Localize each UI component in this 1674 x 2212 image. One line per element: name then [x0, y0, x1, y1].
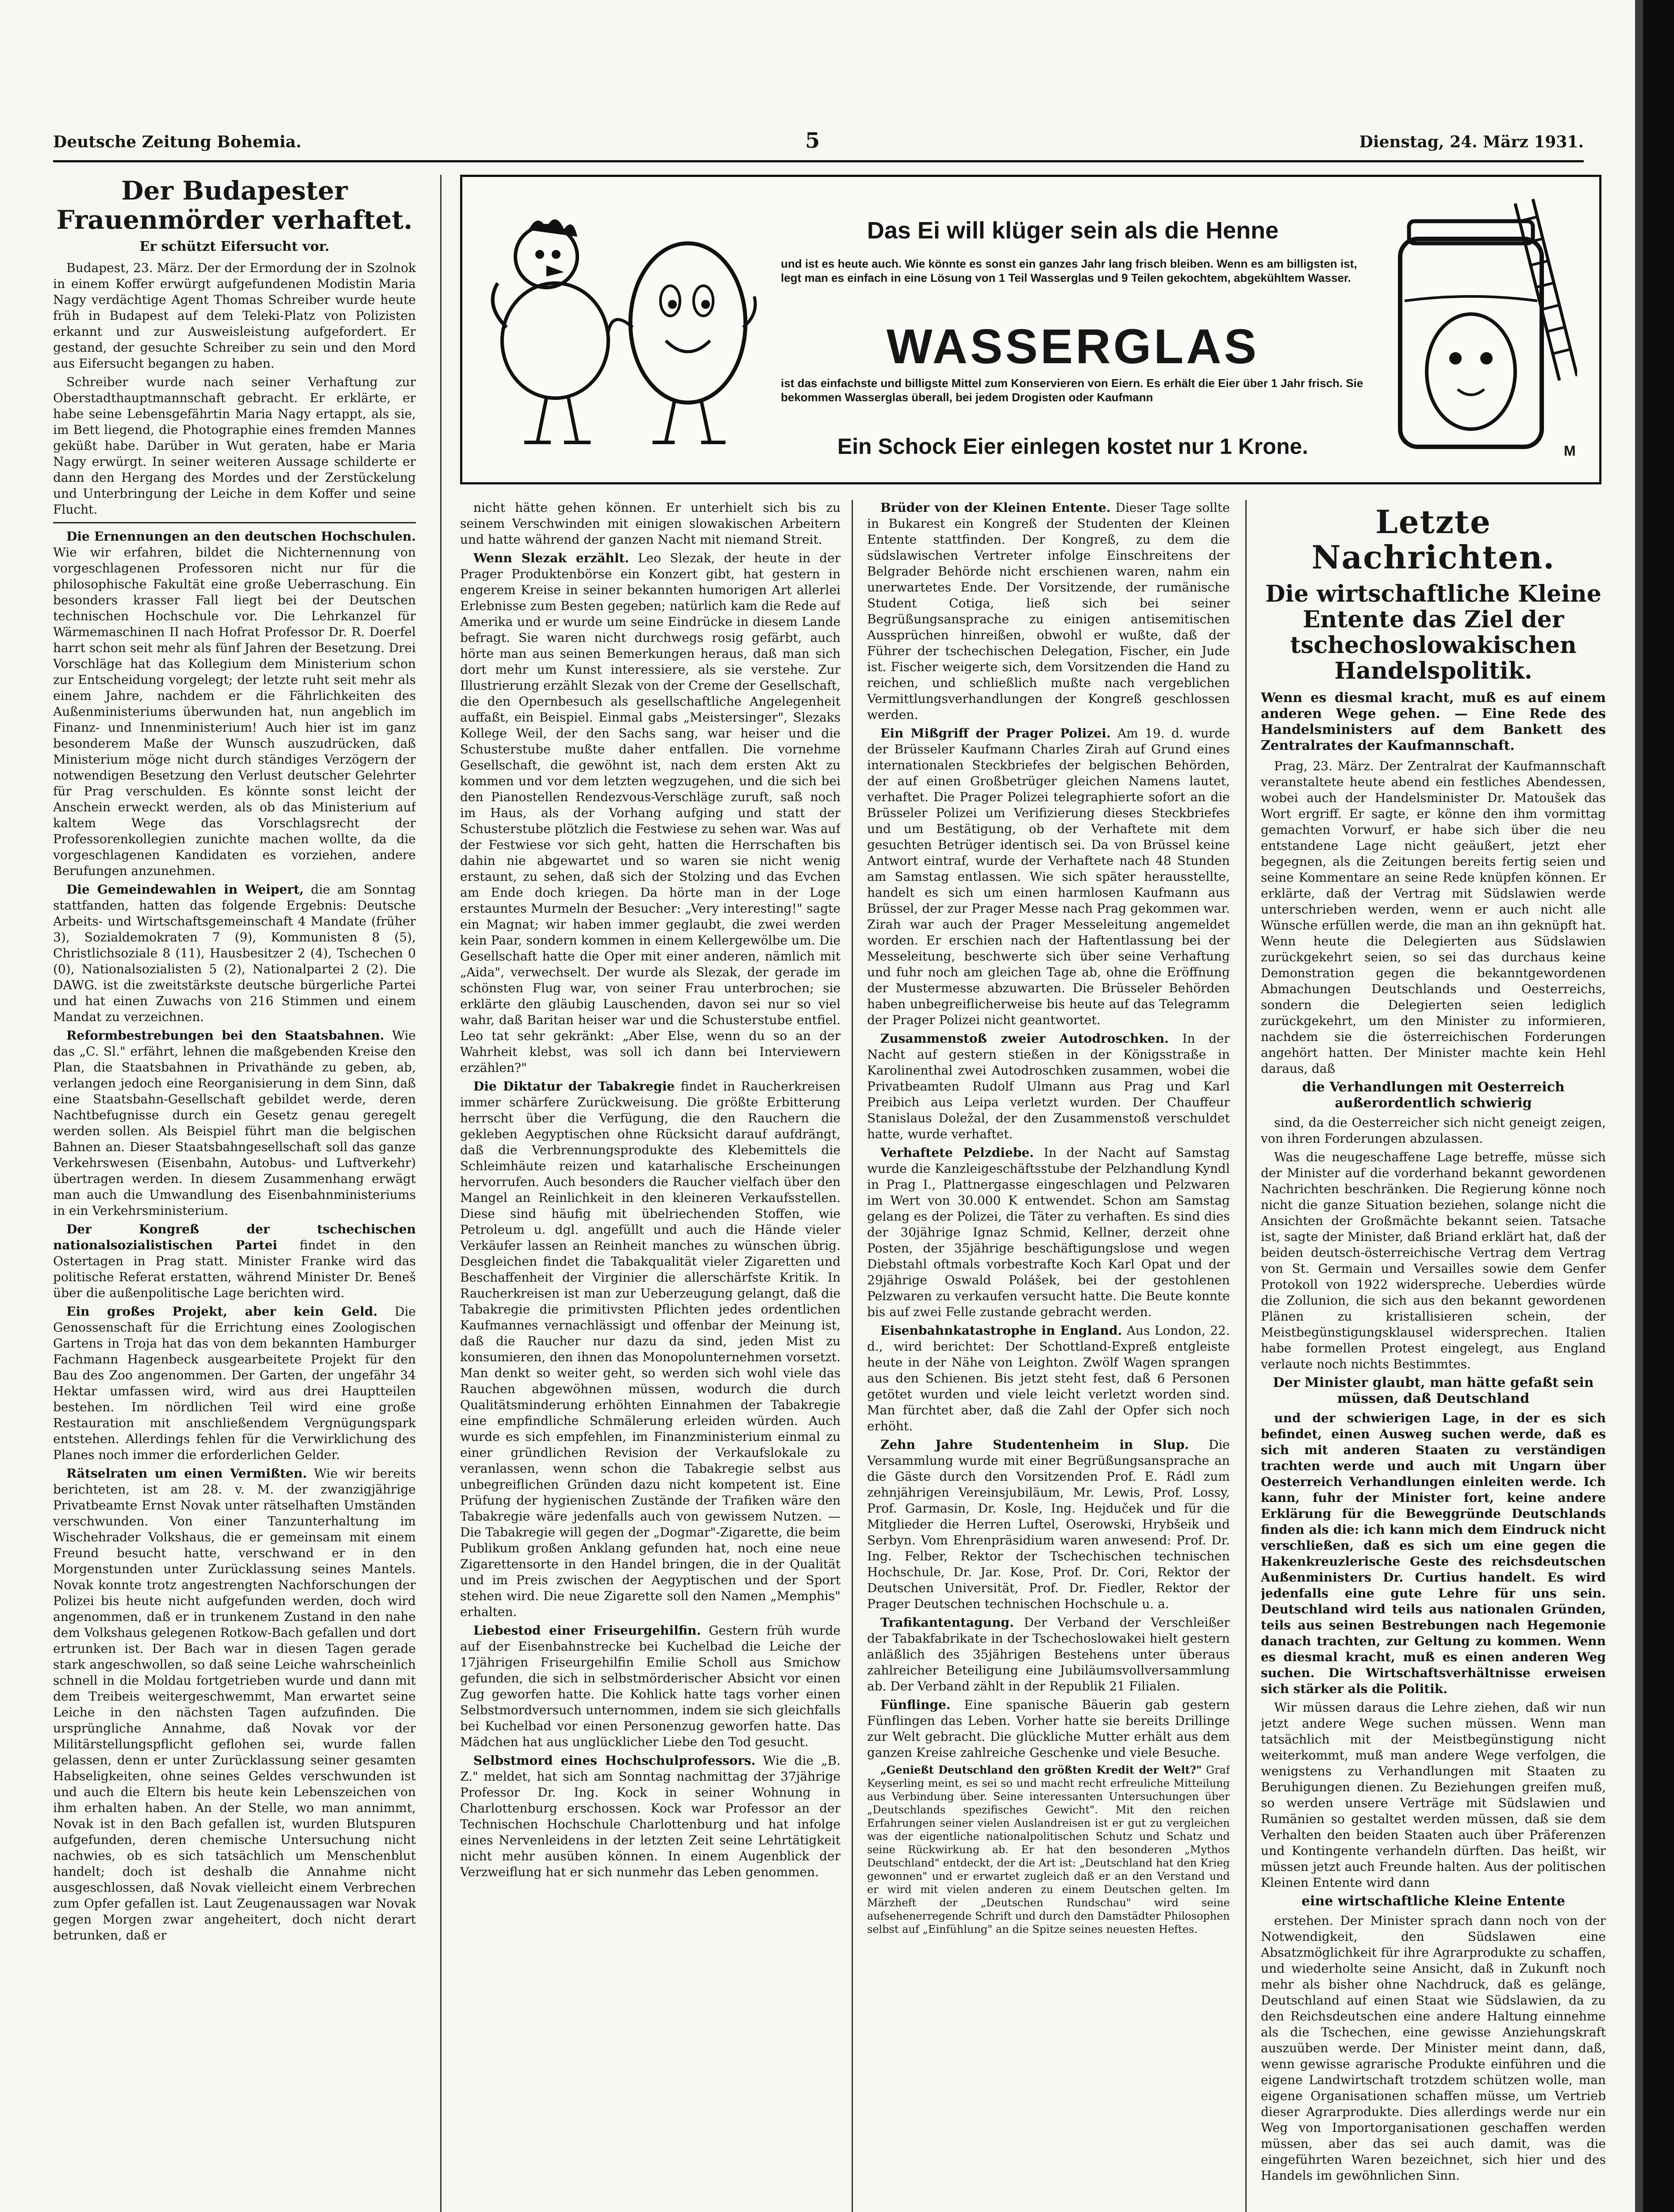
news-item [867, 1763, 1230, 1936]
news-item [460, 550, 841, 1076]
news-item [53, 1221, 416, 1301]
article-paragraph: nicht hätte gehen können. Er unterhielt sich bis zu seinem Verschwinden mit einigen slowakischen Arbeitern und hatte während der ganzen Nacht mit niemand Streit. [460, 500, 841, 547]
article-paragraph: Budapest, 23. März. Der der Ermordung der in Szolnok in einem Koffer erwürgt aufgefundenen Modistin Maria Nagy verdächtige Agent Thomas Schreiber wurde heute früh in Budapest auf dem Teleki-Platz von Polizisten erkannt und zur Ausweisleistung aufgefordert. Er gestand, der gesuchte Schreiber zu sein und den Mord aus Eifersucht begangen zu haben. [53, 261, 416, 371]
ad-mark: M [1564, 443, 1576, 459]
column-4 [1261, 500, 1606, 2212]
news-item [867, 1145, 1230, 1320]
news-item-text: Wie die „B. Z." meldet, hat sich am Sonntag nachmittag der 37jährige Professor Dr. Ing. Kock in seiner Wohnung in Charlottenburg erschossen. Kock war Professor an der Technischen Hochschule Charlottenburg und hat infolge eines Nervenleidens in der letzten Zeit seine Lehrtätigkeit nicht mehr ausüben können. In einem Augenblick der Verzweiflung hat er sich nunmehr das Leben genommen. [460, 1753, 841, 1879]
header-rule [53, 160, 1584, 162]
article-paragraph: Wir müssen daraus die Lehre ziehen, daß wir nun jetzt andere Wege suchen müssen. Wenn man tatsächlich mit der Meistbegünstigung nicht weiterkommt, muß man andere Wege verfolgen, die wenigstens zu Verhandlungen mit Staaten zu Beruhigungen dienen. Zu Beziehungen greifen muß, so werden unsere Verträge mit Südslawien und Rumänien so gestaltet werden müssen, daß sie dem Verhalten den beiden Staaten auch über Präferenzen und Kontingente verhandeln dürften. Das heißt, wir müssen jetzt auch Freunde halten. Aus der politischen Kleinen Entente wird dann [1261, 1700, 1606, 1890]
article-headline-budapest: Der Budapester Frauenmörder verhaftet. [56, 176, 413, 235]
news-item-text: Gestern früh wurde auf der Eisenbahnstrecke bei Kuchelbad die Leiche der 17jährigen Friseurgehilfin Emilie Scholl aus Smichow gefunden, die sich in selbstmörderischer Absicht vor einen Zug geworfen hatte. Die Kohlick hatte tags vorher einen Selbstmordversuch unternommen, indem sie sich gleichfalls bei Kuchelbad vor einen Personenzug geworfen hatte. Das Mädchen hat aus unglücklicher Liebe den Tod gesucht. [460, 1623, 841, 1749]
news-item-text: Dieser Tage sollte in Bukarest ein Kongreß der Studenten der Kleinen Entente stattfinden. Der Kongreß, zu dem die südslawischen Vertreter infolge Einschreitens der Belgrader Behörde nicht erschienen waren, nahm ein unerwartetes Ende. Der Vorsitzende, der rumänische Student Cotiga, ließ sich bei seiner Begrüßungsansprache zu einigen antisemitischen Aussprüchen hinreißen, obwohl er wußte, daß der Führer der tschechischen Delegation, Fischer, ein Jude ist. Fischer weigerte sich, dem Vorsitzenden die Hand zu reichen, und schließlich mußte nach vergeblichen Vermittlungsverhandlungen der Kongreß geschlossen werden. [867, 500, 1230, 722]
page-number: 5 [805, 128, 820, 153]
news-item-text: Leo Slezak, der heute in der Prager Produktenbörse ein Konzert gibt, hat gestern in engerem Kreise in seiner bekannten humorigen Art allerlei Erlebnisse zum Besten gegeben; natürlich kam die Rede auf Amerika und er wurde um seine Eindrücke in diesem Lande befragt. Sie waren nicht durchwegs rosig gefärbt, auch hörte man aus seinen Bemerkungen heraus, daß man sich dort mehr um Kunst interessiere, als sie verstehe. Zur Illustrierung erzählt Slezak von der Creme der Gesellschaft, die den Opernbesuch als gesellschaftliche Angelegenheit auffaßt, ein Beispiel. Einmal gabs „Meistersinger", Slezaks Kollege Weil, der den Sachs sang, war heiser und die Schusterstube mußte daher entfallen. Die vornehme Gesellschaft, die gewöhnt ist, nach dem ersten Akt zu kommen und vor dem letzten wegzugehen, und die sich bei den Pianostellen Rendezvous-Verschläge zuruft, saß noch im Haus, als der Vorhang aufging und statt der Schusterstube plötzlich die Festwiese zu sehen war. Was auf der Festwiese vor sich geht, hatten die Herrschaften bis dahin nie abgewartet und so waren sie nicht wenig erstaunt, zu sehen, daß sich der Stolzing und das Evchen am Ende doch kriegen. Da hörte man in der Loge erstauntes Murmeln der Besucher: „Very interesting!" sagte ein Magnat; wir haben immer geglaubt, die zwei werden kein Paar, sondern kommen in einem Kellergewölbe um. Die Gesellschaft hatte die Oper mit einer anderen, nämlich mit „Aida", verwechselt. Der wurde als Slezak, der gerade im schönsten Flug war, von seiner Frau unterbrochen; sie erklärte den gläubig Lauschenden, davon sei nur so viel wahr, daß Baritan heiser war und die Schusterstube entfiel. Leo tat sehr gekränkt: „Aber Else, wenn du so an der Wahrheit klebst, was soll ich dann bei Interviewern erzählen?" [460, 551, 841, 1075]
column-rule-2 [852, 500, 853, 2212]
ad-headline: Das Ei will klüger sein als die Henne [867, 217, 1279, 244]
page-header [53, 128, 1584, 159]
column-3 [867, 500, 1230, 2212]
article-paragraph: erstehen. Der Minister sprach dann noch von der Notwendigkeit, den Südslawen eine Absatzmöglichkeit für ihre Agrarprodukte zu schaffen, und wiederholte seine Ansicht, daß in Zukunft noch mehr als bisher ohne Nachdruck, daß es gelänge, Deutschland auf einen Staat wie Südslawien, da zu den Reichsdeutschen eine andere Haltung einnehme als die Tschechen, eine gewisse Anziehungskraft auszuüben werde. Der Minister meint dann, daß, wenn gewisse agrarische Produkte einführen und die eigene Landwirtschaft trotzdem schützen wolle, man eigene Organisationen schaffen müsse, um Vertrieb dieser Agrarprodukte. Dies allerdings werde nur ein Weg von Importorganisationen geschaffen werden müssen, aber das sei auch damit, was die eingeführten Waren bezeichnet, sich hier und des Handels im gewöhnlichen Sinn. [1261, 1913, 1606, 2183]
news-item-title: Verhaftete Pelzdiebe. [880, 1145, 1034, 1160]
news-item-title: Brüder von der Kleinen Entente. [880, 500, 1111, 515]
news-item [460, 1079, 841, 1620]
article-paragraph: Prag, 23. März. Der Zentralrat der Kaufmannschaft veranstaltete heute abend ein festliches Abendessen, wobei auch der Handelsminister Dr. Matoušek das Wort ergriff. Er sagte, er könne den ihm vormittag gemachten Vorwurf, er habe sich über die neu entstandene Lage nicht geäußert, jetzt eher begegnen, als die Zeitungen bereits fertig seien und seine Kommentare an seine Rede knüpfen können. Er erklärte, daß der Vertrag mit Südslawien werde unterschrieben werden, wenn er auch nicht alle Wünsche erfüllen werde, die man an ihn geknüpft hat. Wenn heute die Delegierten aus Südslawien zurückgekehrt seien, so sei das durchaus keine Demonstration gegen die bekanntgewordenen Abmachungen Deutschlands und Oesterreichs, sondern die Delegierten seien lediglich zurückgekehrt, um den Minister zu informieren, nachdem sie die österreichischen Forderungen angehört hatten. Der Minister machte kein Hehl daraus, daß [1261, 759, 1606, 1076]
news-item-text: Die Versammlung wurde mit einer Begrüßungsansprache an die Gäste durch den Vorsitzenden Prof. E. Rádl zum zehnjährigen Vereinsjubiläum, Mr. Lewis, Prof. Lossy, Prof. Garmasin, Dr. Kosle, Ing. Hejduček und für die Mitglieder die Herren Luftel, Oserowski, Hrybšeik und Serbyn. Vom Ehrenpräsidium waren anwesend: Prof. Dr. Ing. Felber, Rektor der Tschechischen technischen Hochschule, Dr. Jar. Kose, Prof. Dr. Cori, Rektor der Deutschen Universität, Prof. Dr. Fiedler, Rektor der Prager Deutschen technischen Hochschule u. a. [867, 1437, 1230, 1611]
news-item [867, 1323, 1230, 1434]
news-item-title: Wenn Slezak erzählt. [473, 551, 630, 565]
article-crosshead: Der Minister glaubt, man hätte gefaßt sein müssen, daß Deutschland [1273, 1375, 1594, 1406]
egg-jar-illustration [1382, 190, 1577, 473]
news-item-text: Der Verband der Verschleißer der Tabakfabrikate in der Tschechoslowakei hielt gestern anläßlich des 35jährigen Bestehens unter überaus zahlreicher Beteiligung eine Jubiläumsvollversammlung ab. Der Verband zählt in der Republik 21 Filialen. [867, 1615, 1230, 1694]
column-rule-3 [1245, 500, 1247, 2212]
latest-news-heading: Letzte Nachrichten. [1311, 503, 1555, 576]
news-item [53, 882, 416, 1025]
news-item-title: Eisenbahnkatastrophe in England. [880, 1323, 1122, 1338]
news-item [867, 500, 1230, 723]
news-item [53, 529, 416, 879]
article-paragraph: Was die neugeschaffene Lage betreffe, müsse sich der Minister auf die vorderhand bekannt gewordenen Nachrichten beschränken. Die Regierung könne noch nicht die ganze Situation beziehen, solange nicht die Ansichten der Großmächte bekannt seien. Tatsache ist, sagte der Minister, daß Briand erklärt hat, daß der beiden deutsch-österreichische Vertrag dem Vertrag von St. Germain und Versailles sowie dem Genfer Protokoll von 1922 widerspreche. Ueberdies würde die Zollunion, die sich aus den bekannt gewordenen Plänen zu kristallisieren schein, der Meistbegünstigungsklausel widersprechen. Italien habe formellen Protest eingelegt, aus England verlaute noch nichts Bestimmtes. [1261, 1150, 1606, 1371]
news-item-title: Selbstmord eines Hochschulprofessors. [473, 1753, 756, 1768]
news-item [867, 1615, 1230, 1694]
article-paragraph: sind, da die Oesterreicher sich nicht geneigt zeigen, von ihren Forderungen abzulassen. [1261, 1115, 1606, 1146]
article-headline-entente: Die wirtschaftliche Kleine Entente das Ziel der tschechoslowakischen Handelspolitik. [1265, 580, 1601, 684]
hen-and-egg-illustration [480, 195, 763, 469]
news-item-title: Trafikantentagung. [880, 1615, 1014, 1630]
news-item [867, 1031, 1230, 1142]
news-item-text: Die Genossenschaft für die Errichtung eines Zoologischen Gartens in Troja hat das von dem bekannten Hamburger Fachmann Hagenbeck ausgearbeitete Projekt für den Bau des Zoo angenommen. Der Garten, der ungefähr 34 Hektar umfassen wird, wird aus drei Hauptteilen bestehen. Im nördlichen Teil wird eine große Restauration mit anschließendem Vergnügungspark entstehen. Allerdings fehlen für die Verwirklichung des Planes noch immer die erforderlichen Gelder. [53, 1304, 416, 1462]
column-1 [53, 173, 416, 2212]
news-item-title: Ein großes Projekt, aber kein Geld. [66, 1304, 378, 1319]
news-item-text: In der Nacht auf Samstag wurde die Kanzleigeschäftsstube der Pelzhandlung Kyndl in Prag I., Plattnergasse eingeschlagen und Pelzwaren im Wert von 30.000 K entwendet. Schon am Samstag gelang es der Polizei, die Täter zu verhaften. Es sind dies der 30jährige Ignaz Schmid, Kellner, derzeit ohne Posten, der 35jährige beschäftigungslose und wegen Diebstahl oftmals vorbestrafte Koch Karl Opat und der 29jährige Oswald Polášek, bei der gestohlenen Pelzwaren zu verkaufen versucht hatte. Die Beute konnte bis auf zwei Felle zustande gebracht werden. [867, 1145, 1230, 1319]
news-item-title: Ein Mißgriff der Prager Polizei. [880, 726, 1111, 741]
news-item [867, 1697, 1230, 1761]
news-item [53, 1466, 416, 1943]
news-item [53, 1028, 416, 1219]
news-item-title: Zusammenstoß zweier Autodroschken. [880, 1031, 1169, 1046]
news-item-title: Rätselraten um einen Vermißten. [66, 1466, 307, 1481]
news-item-text: Graf Keyserling meint, es sei so und macht recht erfreuliche Mitteilung aus Verbindung über. Seine interessanten Untersuchungen über „Deutschlands spezifisches Gewicht". Mit den reichen Erfahrungen seiner vielen Auslandreisen ist er gut zu vergleichen was der eigentliche nationalpolitischen Schutz und Schatz und seine Rückwirkung ab. Er hat den besonderen „Mythos Deutschland" entdeckt, der die Art ist: „Deutschland hat den Krieg gewonnen" und er erwartet zugleich daß er an den Verstand und er wird mit vielen anderen zu einem Deutschen gelten. Im Märzheft der „Deutschen Rundschau" wird seine aufsehenerregende Schrift und durch den Damstädter Philosophen selbst auf „Einfühlung" an die Spitze seines neuesten Heftes. [867, 1764, 1230, 1936]
ad-body-text: ist das einfachste und billigste Mittel zum Konservieren von Eiern. Es erhält die Eier über 1 Jahr frisch. Sie bekommen Wasserglas überall, bei jedem Drogisten oder Kaufmann [781, 376, 1363, 404]
article-paragraph: und der schwierigen Lage, in der es sich befindet, einen Ausweg suchen werde, daß es sich mit anderen Staaten zu verständigen trachten werde und auch mit Ungarn über Oesterreich Verhandlungen einleiten werde. Ich kann, fuhr der Minister fort, keine andere Erklärung für die Beweggründe Deutschlands finden als die: ich kann mich dem Eindruck nicht verschließen, daß es sich um eine gegen die Hakenkreuzlerische Geste des reichsdeutschen Außenministers Dr. Curtius handelt. Es wird jedenfalls eine gute Lehre für uns sein. Deutschland wird teils aus nationalen Gründen, teils aus seinen Bestrebungen nach Hegemonie danach trachten, zur Geltung zu kommen. Wenn es diesmal kracht, muß es einen anderen Weg suchen. Die Wirtschaftsverhältnisse erweisen sich stärker als die Politik. [1261, 1411, 1606, 1696]
news-item-text: Wie wir bereits berichteten, ist am 28. v. M. der zwanzigjährige Privatbeamte Ernst Novak unter rätselhaften Umständen verschwunden. Von einer Tanzunterhaltung im Wischehrader Volkshaus, die er gemeinsam mit einem Freund besucht hatte, verschwand er in den Morgenstunden unter Zurücklassung seines Mantels. Novak konnte trotz angestrengten Nachforschungen der Polizei bis heute nicht aufgefunden werden, doch wird angenommen, daß er in trunkenem Zustand in den nahe dem Volkshaus gelegenen Rotkow-Bach gefallen und dort ertrunken ist. Der Bach war in diesen Tagen gerade stark angeschwollen, so daß seine Leiche wahrscheinlich schnell in die Moldau fortgetrieben wurde und dann mit dem Treibeis weitergeschwemmt, Man erwartet seine Leiche in den nächsten Tagen aufzufinden. Die ursprüngliche Annahme, daß Novak vor der Militärstellungspflicht geflohen sei, wurde fallen gelassen, denn er unter Zurücklassung seiner gesamten Habseligkeiten, ohne seines Geldes verschwunden ist und auch die Eltern bis heute kein Lebenszeichen von ihm erhalten haben. An der Stelle, wo man annimmt, Novak ist in den Bach gefallen ist, wurden Blutspuren aufgefunden, deren chemische Untersuchung nicht nachwies, ob es sich tatsächlich um Menschenblut handelt; doch ist deshalb die Annahme nicht ausgeschlossen, daß Novak vielleicht einem Verbrechen zum Opfer gefallen ist. Laut Zeugenaussagen war Novak gegen Morgen zwar angeheitert, doch nicht derart betrunken, daß er [53, 1466, 416, 1943]
news-item-title: Reformbestrebungen bei den Staatsbahnen. [66, 1028, 384, 1043]
news-item-text: findet in den Ostertagen in Prag statt. Minister Franke wird das politische Referat erstatten, während Minister Dr. Beneš über die außenpolitische Lage berichten wird. [53, 1238, 416, 1300]
column-rule-1 [440, 175, 442, 2212]
scan-edge-shadow [1635, 0, 1643, 2212]
news-item-text: Am 19. d. wurde der Brüsseler Kaufmann Charles Zirah auf Grund eines internationalen Steckbriefes der belgischen Behörden, der auf einen Großbetrüger gleichen Namens lautet, verhaftet. Die Prager Polizei telegraphierte sofort an die Brüsseler Polizei um Verifizierung dieses Steckbriefes und um Bestätigung, ob der Verhaftete mit dem gesuchten Betrüger identisch sei. Da von Brüssel keine Antwort eintraf, wurde der Verhaftete nach 48 Stunden am Samstag entlassen. Wie sich später herausstellte, handelt es sich um einen harmlosen Kaufmann aus Brüssel, der zur Prager Messe nach Prag gekommen war. Zirah war auch der Prager Messeleitung angemeldet worden. Er erschien nach der Haftentlassung bei der Messeleitung, beschwerte sich über seine Verhaftung und fuhr noch am gleichen Tage ab, ohne die Eröffnung der Mustermesse abzuwarten. Die Brüsseler Behörden haben unbegreiflicherweise bis heute auf das Telegramm der Prager Polizei nicht geantwortet. [867, 726, 1230, 1027]
news-item-text: In der Nacht auf gestern stießen in der Königsstraße in Karolinenthal zwei Autodroschken zusammen, wobei die Privatbeamten Rudolf Ulmann aus Prag und Karl Preibich aus Leipa verletzt wurden. Der Chauffeur Stanislaus Doležal, der den Zusammenstoß verschuldet hatte, wurde verhaftet. [867, 1031, 1230, 1141]
news-item-title: Die Ernennungen an den deutschen Hochschulen. [66, 529, 416, 544]
ad-intro-text: und ist es heute auch. Wie könnte es sonst ein ganzes Jahr lang frisch bleiben. Wenn es am billigsten ist, legt man es einfach in eine Lösung von 1 Teil Wasserglas und 9 Teilen gekochtem, abgekühltem Wasser. [781, 257, 1357, 284]
news-item-title: Der Kongreß der tschechischen nationalsozialistischen Partei [53, 1222, 416, 1252]
news-item-text: Eine spanische Bäuerin gab gestern Fünflingen das Leben. Vorher hatte sie bereits Drillinge zur Welt gebracht. Die glückliche Mutter erhält aus dem ganzen Kreise zahlreiche Geschenke und viele Besuche. [867, 1697, 1230, 1760]
news-item-text: Wie das „C. Sl." erfährt, lehnen die maßgebenden Kreise den Plan, die Staatsbahnen in Privathände zu geben, ab, verlangen jedoch eine Reorganisierung in dem Sinn, daß eine Staatsbahn-Gesellschaft gebildet werde, deren Nachtbefugnisse durch ein Gesetz genau geregelt werden sollen. Als Beispiel führt man die belgischen Bahnen an. Dieser Staatsbahngesellschaft soll das ganze Verkehrswesen (Eisenbahn, Autobus- und Luftverkehr) übertragen werden. In diesem Zusammenhang erwägt man auch die Umwandlung des Eisenbahnministeriums in ein Verkehrsministerium. [53, 1028, 416, 1218]
news-item [867, 726, 1230, 1028]
news-item-text: die am Sonntag stattfanden, hatten das folgende Ergebnis: Deutsche Arbeits- und Wirtschaftsgemeinschaft 4 Mandate (früher 3), Sozialdemokraten 7 (9), Kommunisten 8 (5), Christlichsoziale 8 (11), Hausbesitzer 2 (4), Tschechen 0 (0), Nationalsozialisten 5 (2), Nationalpartei 2 (2). Die DAWG. ist die zweitstärkste deutsche bürgerliche Partei und hat einen Zuwachs von 216 Stimmen und einem Mandat zu verzeichnen. [53, 882, 416, 1024]
article-subhead-entente: Wenn es diesmal kracht, muß es auf einem anderen Wege gehen. — Eine Rede des Handelsministers auf dem Bankett des Zentralrates der Kaufmannschaft. [1261, 690, 1606, 753]
column-2 [460, 500, 841, 2212]
news-item-title: Liebestod einer Friseurgehilfin. [473, 1623, 701, 1638]
wasserglas-advertisement [460, 175, 1601, 484]
ad-brand: WASSERGLAS [886, 319, 1259, 374]
news-item-title: Die Gemeindewahlen in Weipert, [66, 882, 304, 897]
article-subhead-budapest: Er schützt Eifersucht vor. [139, 239, 330, 254]
section-divider [53, 522, 416, 523]
issue-date: Dienstag, 24. März 1931. [1359, 133, 1584, 151]
news-item-title: Fünflinge. [880, 1697, 951, 1712]
scan-edge-right [1643, 0, 1674, 2212]
news-item-title: „Genießt Deutschland den größten Kredit der Welt?" [880, 1763, 1202, 1776]
news-item-text: Aus London, 22. d., wird berichtet: Der Schottland-Expreß entgleiste heute in der Nähe von Leighton. Zwölf Wagen sprangen aus den Schienen. Bis jetzt steht fest, daß 6 Personen getötet wurden und viele leicht verletzt worden sind. Man fürchtet aber, daß die Zahl der Opfer sich noch erhöht. [867, 1323, 1230, 1433]
article-crosshead: eine wirtschaftliche Kleine Entente [1302, 1893, 1565, 1909]
news-item [460, 1623, 841, 1750]
news-item [460, 1753, 841, 1880]
news-item-title: Die Diktatur der Tabakregie [473, 1079, 675, 1094]
news-item-title: Zehn Jahre Studentenheim in Slup. [880, 1437, 1189, 1452]
ad-footer: Ein Schock Eier einlegen kostet nur 1 Krone. [837, 434, 1309, 459]
news-item-text: Wie wir erfahren, bildet die Nichternennung von vorgeschlagenen Professoren nicht nur für die philosophische Fakultät eine große Ueberraschung. Ein besonders krasser Fall liegt bei der Deutschen technischen Hochschule vor. Die Lehrkanzel für Wärmemaschinen II nach Hofrat Professor Dr. R. Doerfel harrt schon seit mehr als fünf Jahren der Besetzung. Drei Vorschläge hat das Kollegium dem Ministerium schon zur Entscheidung vorgelegt; der letzte ruht seit mehr als einem Jahre, nachdem er die Fährlichkeiten des Außenministeriums überwunden hat, nun angeblich im Finanz- und Innenministerium! Auch hier ist im ganz besonderem Maße der Wunsch auszudrücken, daß Ministerium möge nicht durch ständiges Verzögern der notwendigen Besetzung den Verlust deutscher Gelehrter für Prag verschulden. Es könnte sonst leicht der Anschein erweckt werden, als ob das Ministerium auf kaltem Wege das Vorschlagsrecht der Professorenkollegien zunichte machen wollte, da die vorgeschlagenen Kandidaten es vorziehen, andere Berufungen anzunehmen. [53, 545, 416, 878]
news-item [867, 1437, 1230, 1612]
article-paragraph: Schreiber wurde nach seiner Verhaftung zur Oberstadthauptmannschaft gebracht. Er erklärte, er habe seine Lebensgefährtin Maria Nagy ertappt, als sie, im Bett liegend, die Photographie eines fremden Mannes geküßt habe. Darüber in Wut geraten, habe er Maria Nagy erwürgt. In seiner weiteren Aussage schilderte er dann den Hergang des Mordes und der Zerstückelung und Unterbringung der Leiche in dem Koffer und seine Flucht. [53, 375, 416, 517]
newspaper-name: Deutsche Zeitung Bohemia. [53, 133, 302, 151]
news-item-text: findet in Raucherkreisen immer schärfere Zurückweisung. Die größte Erbitterung herrscht über die Verfügung, die den Rauchern die gekleben Aegyptischen ohne Rücksicht darauf aufdrängt, daß die Verbrennungsprodukte des Klebemittels die Schleimhäute reizen und katarhalische Erscheinungen hervorrufen. Auch besonders die Raucher vielfach über den Mangel an Reinlichkeit in den kleineren Verkaufsstellen. Diese sind häufig mit übelriechenden Stoffen, wie Petroleum u. dgl. angefüllt und auch die Hände vieler Verkäufer lassen an Reinheit manches zu wünschen übrig. Desgleichen findet die Tabakqualität vieler Zigaretten und Beschaffenheit der Virginier die allerschärfste Kritik. In Raucherkreisen ist man zur Ueberzeugung gelangt, daß die Tabakregie die primitivsten Pflichten jedes ordentlichen Kaufmannes vernachlässigt und offenbar der Meinung ist, daß die Raucher nur dazu da sind, jeden Mist zu konsumieren, den ihnen das Monopolunternehmen vorsetzt. Man denkt so weiter geht, so werden sich wohl viele das Rauchen abgewöhnen müssen, wodurch die durch Qualitätsminderung erhöhten Einnahmen der Tabakregie eine empfindliche Schmälerung erleiden würden. Auch wurde es sich empfehlen, im Finanzministerium einmal zu einer gründlichen Revision der Verkaufslokale zu veranlassen, wenn schon die Tabakregie selbst aus unbegreiflichen Gründen dazu nicht kompetent ist. Eine Prüfung der hygienischen Zustände der Trafiken wäre den Tabakregie wäre jedenfalls auch von gewissem Nutzen. — Die Tabakregie will gegen der „Dogmar"-Zigarette, die beim Publikum großen Anklang gefunden hat, noch eine neue Zigarettensorte in den Handel bringen, die in der Qualität und im Preis zwischen der Aegyptischen und der Sport stehen wird. Die neue Zigarette soll den Namen „Memphis" erhalten. [460, 1079, 841, 1619]
news-item [53, 1304, 416, 1463]
article-crosshead: die Verhandlungen mit Oesterreich außerordentlich schwierig [1302, 1079, 1565, 1111]
